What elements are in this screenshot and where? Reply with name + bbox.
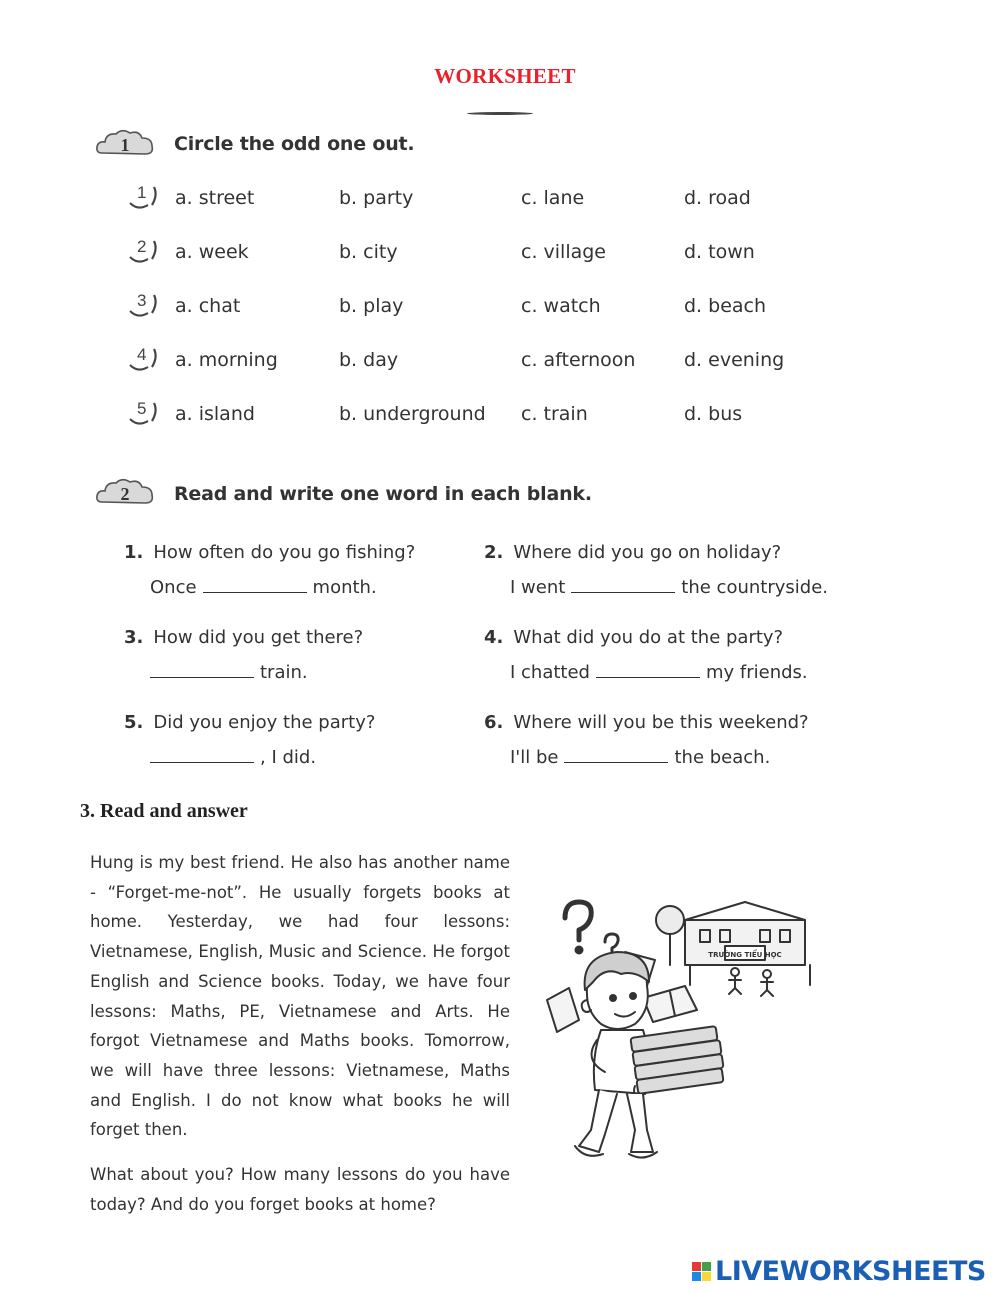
exercise-1-row <box>0 399 1000 433</box>
exercise-1-number: 1 <box>120 135 130 155</box>
answer-line-5: , I did. <box>144 747 316 768</box>
row-number-mark <box>124 289 164 323</box>
option-b[interactable]: b. party <box>339 187 414 209</box>
option-b[interactable]: b. play <box>339 295 404 317</box>
question-3: 3. How did you get there? <box>124 627 364 648</box>
question-1: 1. How often do you go fishing? <box>124 542 416 563</box>
row-number-mark <box>124 397 164 431</box>
row-number: 2 <box>137 237 147 256</box>
answer-blank-2[interactable] <box>571 578 675 593</box>
exercise-1-row <box>0 345 1000 379</box>
exercise-1-row <box>0 183 1000 217</box>
exercise-2-cloud-badge <box>94 476 156 510</box>
option-d[interactable]: d. road <box>684 187 751 209</box>
answer-blank-4[interactable] <box>596 663 700 678</box>
row-number: 4 <box>137 345 147 364</box>
answer-blank-5[interactable] <box>150 748 254 763</box>
option-d[interactable]: d. evening <box>684 349 785 371</box>
option-a[interactable]: a. week <box>175 241 249 263</box>
liveworksheets-logo[interactable] <box>692 1253 986 1289</box>
row-number-mark <box>124 181 164 215</box>
answer-line-2: I went the countryside. <box>510 577 828 598</box>
row-number-mark <box>124 235 164 269</box>
option-c[interactable]: c. afternoon <box>521 349 636 371</box>
row-number: 3 <box>137 291 147 310</box>
option-d[interactable]: d. beach <box>684 295 767 317</box>
question-4: 4. What did you do at the party? <box>484 627 784 648</box>
option-b[interactable]: b. underground <box>339 403 486 425</box>
exercise-3-heading: 3. Read and answer <box>80 800 248 822</box>
option-d[interactable]: d. town <box>684 241 755 263</box>
exercise-1-instruction: Circle the odd one out. <box>174 133 415 155</box>
option-b[interactable]: b. day <box>339 349 399 371</box>
reading-question: What about you? How many lessons do you have today? And do you forget books at home? <box>90 1165 510 1214</box>
exercise-2-number: 2 <box>120 484 130 504</box>
option-c[interactable]: c. watch <box>521 295 601 317</box>
answer-blank-3[interactable] <box>150 663 254 678</box>
answer-blank-6[interactable] <box>564 748 668 763</box>
school-sign-text: TRƯỜNG TIỂU HỌC <box>708 951 782 959</box>
school-building-icon <box>656 902 810 985</box>
reading-passage: Hung is my best friend. He also has another name - “Forget-me-not”. He usually forgets books at home. Yesterday, we had four lessons: Vietnamese, English, Music and Science. He forgot English and Science books. Today, we have four lessons: Maths, PE, Vietnamese and Arts. He forgot Vietnamese and Maths books. Tomorrow, we will have three lessons: Vietnamese, Maths and English. I do not know what books he will forget then. <box>90 853 510 1140</box>
row-number: 5 <box>137 399 147 418</box>
question-2: 2. Where did you go on holiday? <box>484 542 782 563</box>
option-c[interactable]: c. lane <box>521 187 585 209</box>
option-a[interactable]: a. chat <box>175 295 241 317</box>
option-d[interactable]: d. bus <box>684 403 743 425</box>
liveworksheets-cube-icon <box>692 1262 711 1281</box>
exercise-1-row <box>0 291 1000 325</box>
answer-line-6: I'll be the beach. <box>510 747 771 768</box>
exercise-1-row <box>0 237 1000 271</box>
question-5: 5. Did you enjoy the party? <box>124 712 376 733</box>
row-number-mark <box>124 343 164 377</box>
option-c[interactable]: c. village <box>521 241 606 263</box>
option-a[interactable]: a. morning <box>175 349 278 371</box>
worksheet-title: WORKSHEET <box>434 64 576 88</box>
option-b[interactable]: b. city <box>339 241 398 263</box>
boy-carrying-books-illustration <box>535 890 835 1175</box>
option-c[interactable]: c. train <box>521 403 588 425</box>
question-6: 6. Where will you be this weekend? <box>484 712 809 733</box>
exercise-2-instruction: Read and write one word in each blank. <box>174 483 592 505</box>
answer-line-3: train. <box>144 662 308 683</box>
answer-blank-1[interactable] <box>203 578 307 593</box>
row-number: 1 <box>137 183 147 202</box>
exercise-1-cloud-badge <box>94 127 156 161</box>
question-mark-icon <box>565 902 591 954</box>
title-underline <box>467 112 533 115</box>
option-a[interactable]: a. street <box>175 187 255 209</box>
answer-line-1: Once month. <box>150 577 377 598</box>
brand-name: LIVEWORKSHEETS <box>715 1255 986 1287</box>
answer-line-4: I chatted my friends. <box>510 662 808 683</box>
option-a[interactable]: a. island <box>175 403 255 425</box>
